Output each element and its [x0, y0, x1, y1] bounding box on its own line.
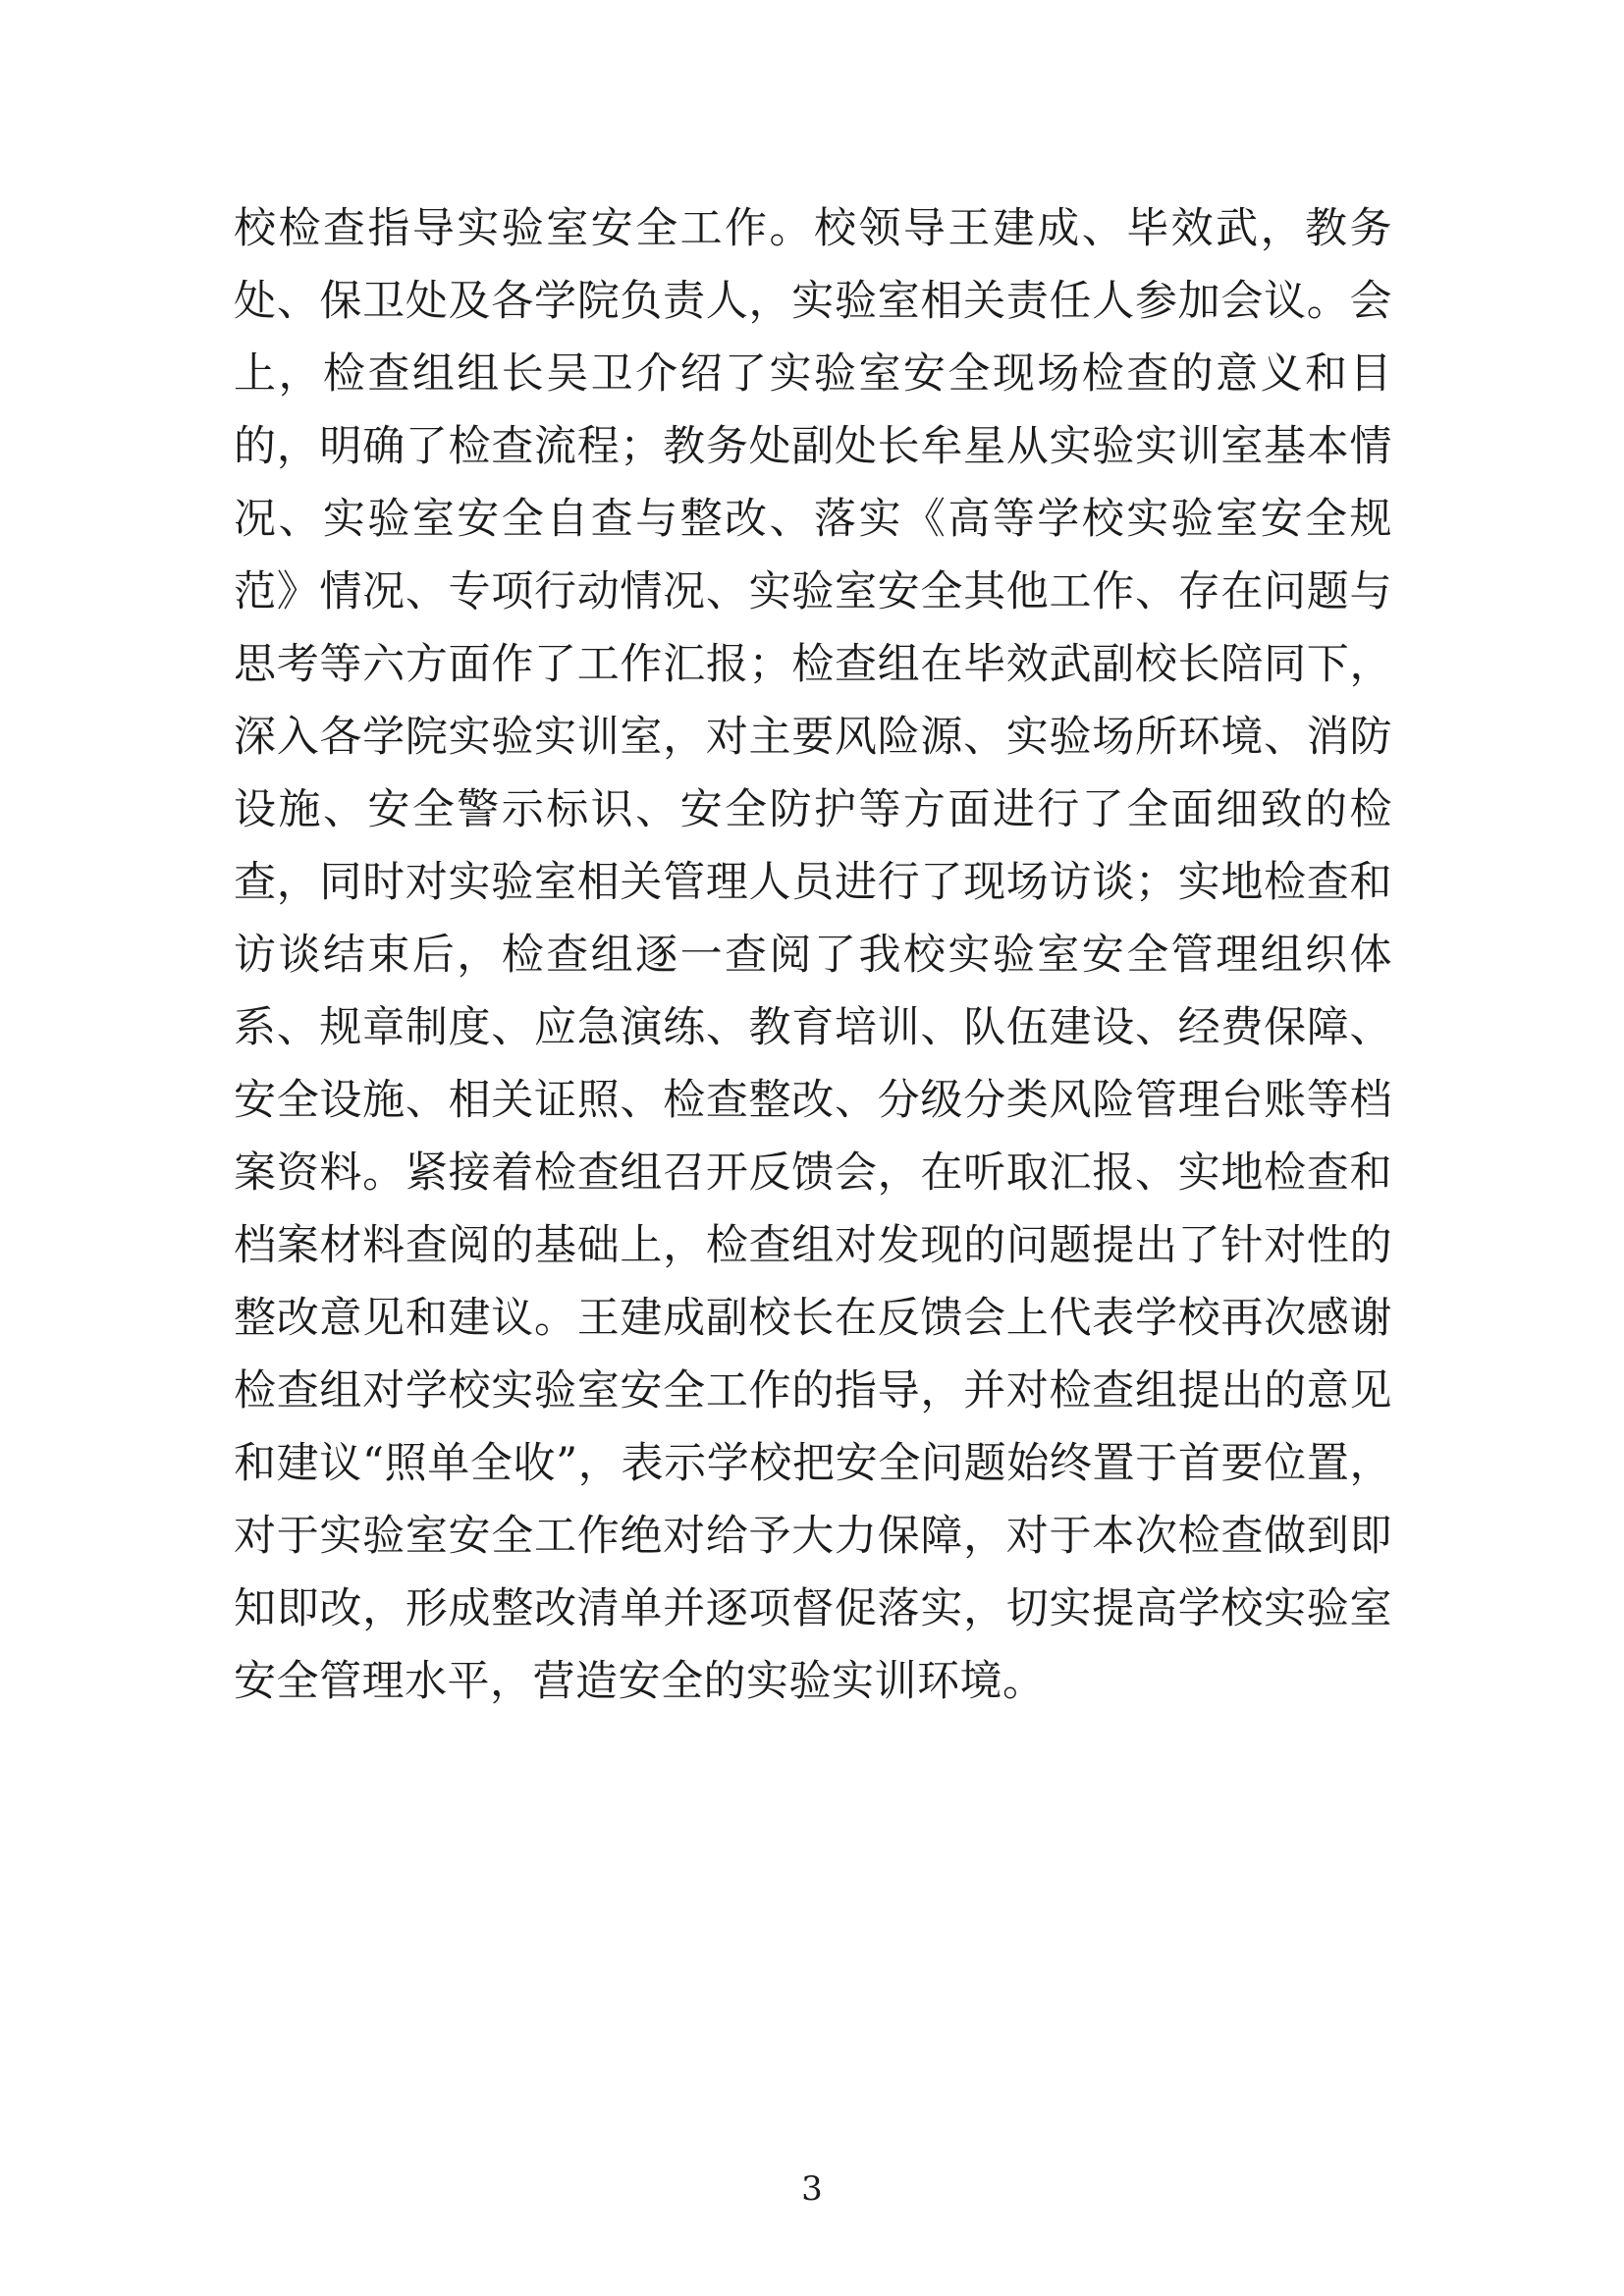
page-number: 3	[801, 2169, 823, 2209]
body-paragraph: 校检查指导实验室安全工作。校领导王建成、毕效武，教务处、保卫处及各学院负责人，实验室相关责任人参加会议。会上，检查组组长吴卫介绍了实验室安全现场检查的意义和目的，明确了检查流程；教务处副处长牟星从实验实训室基本情况、实验室安全自查与整改、落实《高等学校实验室安全规范》情况、专项行动情况、实验室安全其他工作、存在问题与思考等六方面作了工作汇报；检查组在毕效武副校长陪同下，深入各学院实验实训室，对主要风险源、实验场所环境、消防设施、安全警示标识、安全防护等方面进行了全面细致的检查，同时对实验室相关管理人员进行了现场访谈；实地检查和访谈结束后，检查组逐一查阅了我校实验室安全管理组织体系、规章制度、应急演练、教育培训、队伍建设、经费保障、安全设施、相关证照、检查整改、分级分类风险管理台账等档案资料。紧接着检查组召开反馈会，在听取汇报、实地检查和档案材料查阅的基础上，检查组对发现的问题提出了针对性的整改意见和建议。王建成副校长在反馈会上代表学校再次感谢检查组对学校实验室安全工作的指导，并对检查组提出的意见和建议“照单全收”，表示学校把安全问题始终置于首要位置，对于实验室安全工作绝对给予大力保障，对于本次检查做到即知即改，形成整改清单并逐项督促落实，切实提高学校实验室安全管理水平，营造安全的实验实训环境。	[234, 204, 1392, 1706]
